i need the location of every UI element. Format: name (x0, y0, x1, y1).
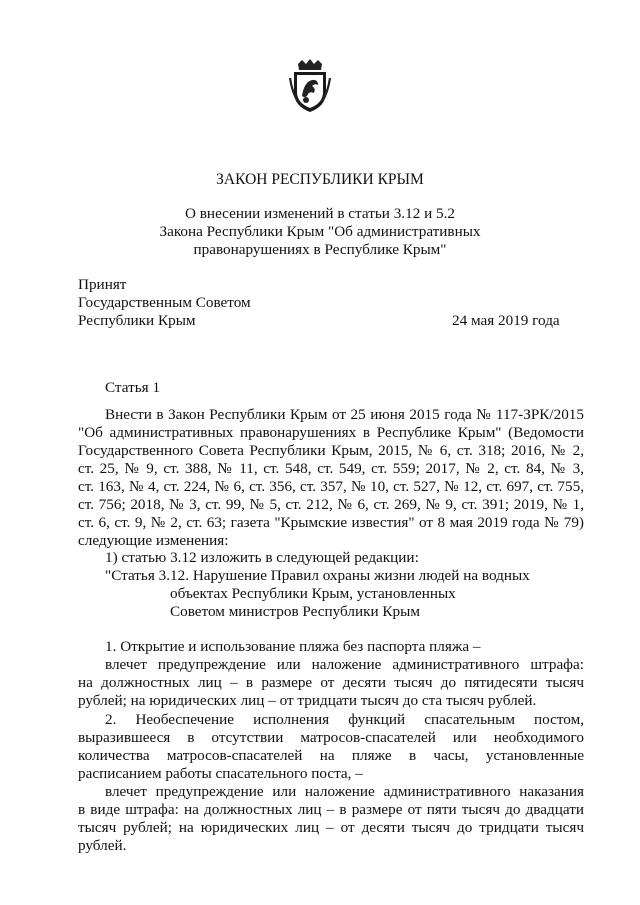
adoption-line: Республики Крым (78, 312, 196, 329)
part-text-line: в виде штрафа: на должностных лиц – в размере от пяти тысяч до двадцати (78, 801, 584, 818)
crimea-coat-of-arms-icon (288, 58, 332, 114)
adoption-date: 24 мая 2019 года (452, 312, 560, 329)
part-text-line: расписанием работы спасательного поста, – (78, 765, 363, 782)
article-text-line: ст. 6, ст. 9, № 2, ст. 63; газета "Крымские известия" от 8 мая 2019 года № 79) (78, 514, 584, 531)
part-text-line: рублей; на юридических лиц – от тридцати тысяч до ста тысяч рублей. (78, 692, 537, 709)
article-text-line: Государственного Совета Республики Крым, 2015, № 6, ст. 318; 2016, № 2, (78, 442, 584, 459)
part-text-line: влечет предупреждение или наложение административного наказания (105, 783, 584, 800)
part-text-line: выразившееся в отсутствии матросов-спасателей или необходимого (78, 729, 584, 746)
law-title: ЗАКОН РЕСПУБЛИКИ КРЫМ (216, 171, 424, 188)
part-text-line: рублей. (78, 837, 127, 854)
article-text-line: Внести в Закон Республики Крым от 25 июня 2015 года № 117-ЗРК/2015 (105, 406, 584, 423)
adoption-line: Государственным Советом (78, 294, 251, 311)
part-text-line: влечет предупреждение или наложение административного штрафа: (105, 656, 584, 673)
law-subtitle-line: Закона Республики Крым "Об административных (159, 223, 481, 240)
article-heading: Статья 1 (105, 379, 161, 396)
part-text-line: 2. Необеспечение исполнения функций спасательным постом, (105, 711, 584, 728)
part-text-line: количества матросов-спасателей на пляже в часы, установленные (78, 747, 584, 764)
part-text-line: тысяч рублей; на юридических лиц – от десяти тысяч до тридцати тысяч (78, 819, 584, 836)
article-text-line: "Об административных правонарушениях в Республике Крым" (Ведомости (78, 424, 584, 441)
law-subtitle-line: О внесении изменений в статьи 3.12 и 5.2 (185, 205, 455, 222)
quoted-article-title: Советом министров Республики Крым (170, 603, 420, 620)
article-text-line: ст. 163, № 4, ст. 224, № 6, ст. 356, ст. 357, № 10, ст. 527, № 12, ст. 697, ст. 755, (78, 478, 584, 495)
part-text-line: на должностных лиц – в размере от десяти тысяч до пятидесяти тысяч (78, 674, 584, 691)
article-text-line: следующие изменения: (78, 532, 229, 549)
article-text-line: ст. 756; 2018, № 3, ст. 99, № 5, ст. 212, № 6, ст. 269, № 9, ст. 391; 2019, № 1, (78, 496, 584, 513)
law-subtitle-line: правонарушениях в Республике Крым" (193, 241, 447, 258)
part-text-line: 1. Открытие и использование пляжа без паспорта пляжа – (105, 638, 481, 655)
article-text-line: ст. 25, № 9, ст. 388, № 11, ст. 548, ст. 549, ст. 559; 2017, № 2, ст. 84, № 3, (78, 460, 584, 477)
quoted-article-title: объектах Республики Крым, установленных (170, 585, 456, 602)
amendment-item: 1) статью 3.12 изложить в следующей редакции: (105, 549, 419, 566)
quoted-article-title: "Статья 3.12. Нарушение Правил охраны жизни людей на водных (105, 567, 530, 584)
adoption-line: Принят (78, 276, 127, 293)
